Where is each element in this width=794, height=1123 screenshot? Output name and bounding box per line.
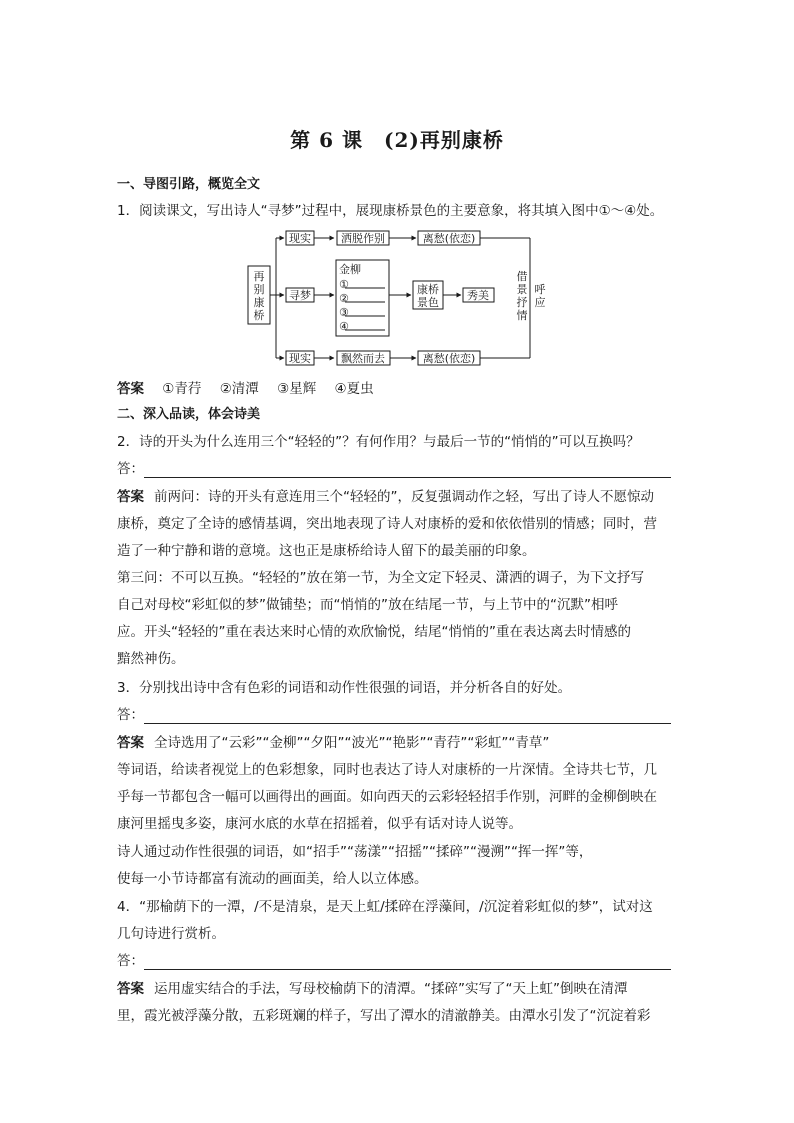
image-list-title: 金柳 — [339, 263, 361, 276]
answer-line[interactable] — [144, 463, 671, 478]
question-1: 1．阅读课文，写出诗人“寻梦”过程中，展现康桥景色的主要意象，将其填入图中①～④处。 — [117, 203, 664, 219]
answer-prompt: 答： — [117, 707, 144, 723]
answer-2-line: 应。开头“轻轻的”重在表达来时心情的欢欣愉悦，结尾“悄悄的”重在表达离去时情感的 — [117, 624, 631, 640]
right-col1-char: 景 — [516, 283, 528, 296]
answer-3-line: 乎每一节都包含一幅可以画得出的画面。如向西天的云彩轻轻招手作别，河畔的金柳倒映在 — [117, 789, 657, 805]
result-label: 秀美 — [467, 289, 489, 302]
right-col2-char: 呼 — [534, 283, 546, 296]
question-4-line: 几句诗进行赏析。 — [117, 926, 225, 942]
answer-blank-3 — [117, 706, 687, 724]
answer-4-line: 里，霞光被浮藻分散，五彩斑斓的样子，写出了潭水的清澈静美。由潭水引发了“沉淀着彩 — [117, 1008, 651, 1024]
image-slot-1: ① — [339, 278, 349, 291]
answer-3-line: 诗人通过动作性很强的词语，如“招手”“荡漾”“招摇”“揉碎”“漫溯”“挥一挥”等， — [117, 844, 593, 860]
answer-2-line — [117, 488, 687, 506]
scenery-label: 康桥 — [417, 283, 439, 296]
answer-item: ②清潭 — [219, 381, 259, 397]
answer-label: 答案 — [117, 735, 144, 751]
image-slot-4: ④ — [339, 320, 349, 333]
answer-1 — [117, 380, 687, 398]
answer-label: 答案 — [117, 489, 144, 505]
right-col1-char: 抒 — [516, 296, 528, 309]
answer-prompt: 答： — [117, 953, 144, 969]
scenery-label: 景色 — [417, 296, 439, 309]
answer-text: 运用虚实结合的手法，写母校榆荫下的清潭。“揉碎”实写了“天上虹”倒映在清潭 — [154, 981, 628, 997]
title-box-char: 再 — [253, 270, 265, 283]
middle-branch-label: 寻梦 — [289, 289, 311, 302]
answer-line[interactable] — [144, 955, 671, 970]
answer-label: 答案 — [117, 381, 144, 397]
answer-3-line: 康河里摇曳多姿，康河水底的水草在招摇着，似乎有话对诗人说等。 — [117, 816, 522, 832]
answer-2-line: 造了一种宁静和谐的意境。这也正是康桥给诗人留下的最美丽的印象。 — [117, 543, 536, 559]
answer-item: ①青荇 — [162, 381, 202, 397]
answer-prompt: 答： — [117, 461, 144, 477]
section2-heading: 二、深入品读，体会诗美 — [117, 407, 261, 422]
right-col2-char: 应 — [534, 296, 546, 309]
title-box — [248, 266, 270, 324]
answer-2-line: 第三问：不可以互换。“轻轻的”放在第一节，为全文定下轻灵、潇洒的调子，为下文抒写 — [117, 570, 644, 586]
answer-blank-2 — [117, 460, 687, 478]
top-action-label: 洒脱作别 — [341, 232, 385, 245]
section1-heading: 一、导图引路，概览全文 — [117, 177, 261, 192]
top-branch-label: 现实 — [289, 232, 311, 245]
image-slot-3: ③ — [339, 306, 349, 319]
bottom-action-label: 飘然而去 — [341, 352, 385, 365]
answer-2-line: 自己对母校“彩虹似的梦”做铺垫；而“悄悄的”放在结尾一节，与上节中的“沉默”相呼 — [117, 597, 618, 613]
title-box-char: 康 — [253, 296, 265, 309]
answer-3-line — [117, 734, 687, 752]
question-4-line: 4．“那榆荫下的一潭，/不是清泉，是天上虹/揉碎在浮藻间，/沉淀着彩虹似的梦”，试对这 — [117, 899, 653, 915]
top-emotion-label: 离愁(依恋) — [422, 232, 476, 245]
answer-3-line: 等词语，给读者视觉上的色彩想象，同时也表达了诗人对康桥的一片深情。全诗共七节，几 — [117, 762, 657, 778]
page-title: 第 6 课 (2)再别康桥 — [290, 128, 504, 152]
answer-3-line: 使每一小节诗都富有流动的画面美，给人以立体感。 — [117, 871, 428, 887]
answer-text: 前两问：诗的开头有意连用三个“轻轻的”，反复强调动作之轻，写出了诗人不愿惊动 — [154, 489, 654, 505]
right-col1-char: 借 — [516, 270, 528, 283]
bottom-emotion-label: 离愁(依恋) — [422, 352, 476, 365]
answer-text: 全诗选用了“云彩”“金柳”“夕阳”“波光”“艳影”“青荇”“彩虹”“青草” — [154, 735, 550, 751]
right-col1-char: 情 — [516, 309, 528, 322]
answer-4-line — [117, 980, 687, 998]
answer-2-line: 康桥，奠定了全诗的感情基调，突出地表现了诗人对康桥的爱和依依惜别的情感；同时，营 — [117, 516, 657, 532]
answer-2-line: 黯然神伤。 — [117, 651, 185, 667]
answer-line[interactable] — [144, 709, 671, 724]
question-2: 2．诗的开头为什么连用三个“轻轻的”？有何作用？与最后一节的“悄悄的”可以互换吗？ — [117, 434, 640, 450]
bottom-branch-label: 现实 — [289, 352, 311, 365]
answer-item: ④夏虫 — [334, 381, 374, 397]
answer-item: ③星辉 — [277, 381, 317, 397]
answer-blank-4 — [117, 952, 687, 970]
title-box-char: 别 — [253, 283, 265, 296]
title-box-char: 桥 — [253, 309, 265, 322]
image-slot-2: ② — [339, 292, 349, 305]
answer-label: 答案 — [117, 981, 144, 997]
question-3: 3．分别找出诗中含有色彩的词语和动作性很强的词语，并分析各自的好处。 — [117, 680, 572, 696]
